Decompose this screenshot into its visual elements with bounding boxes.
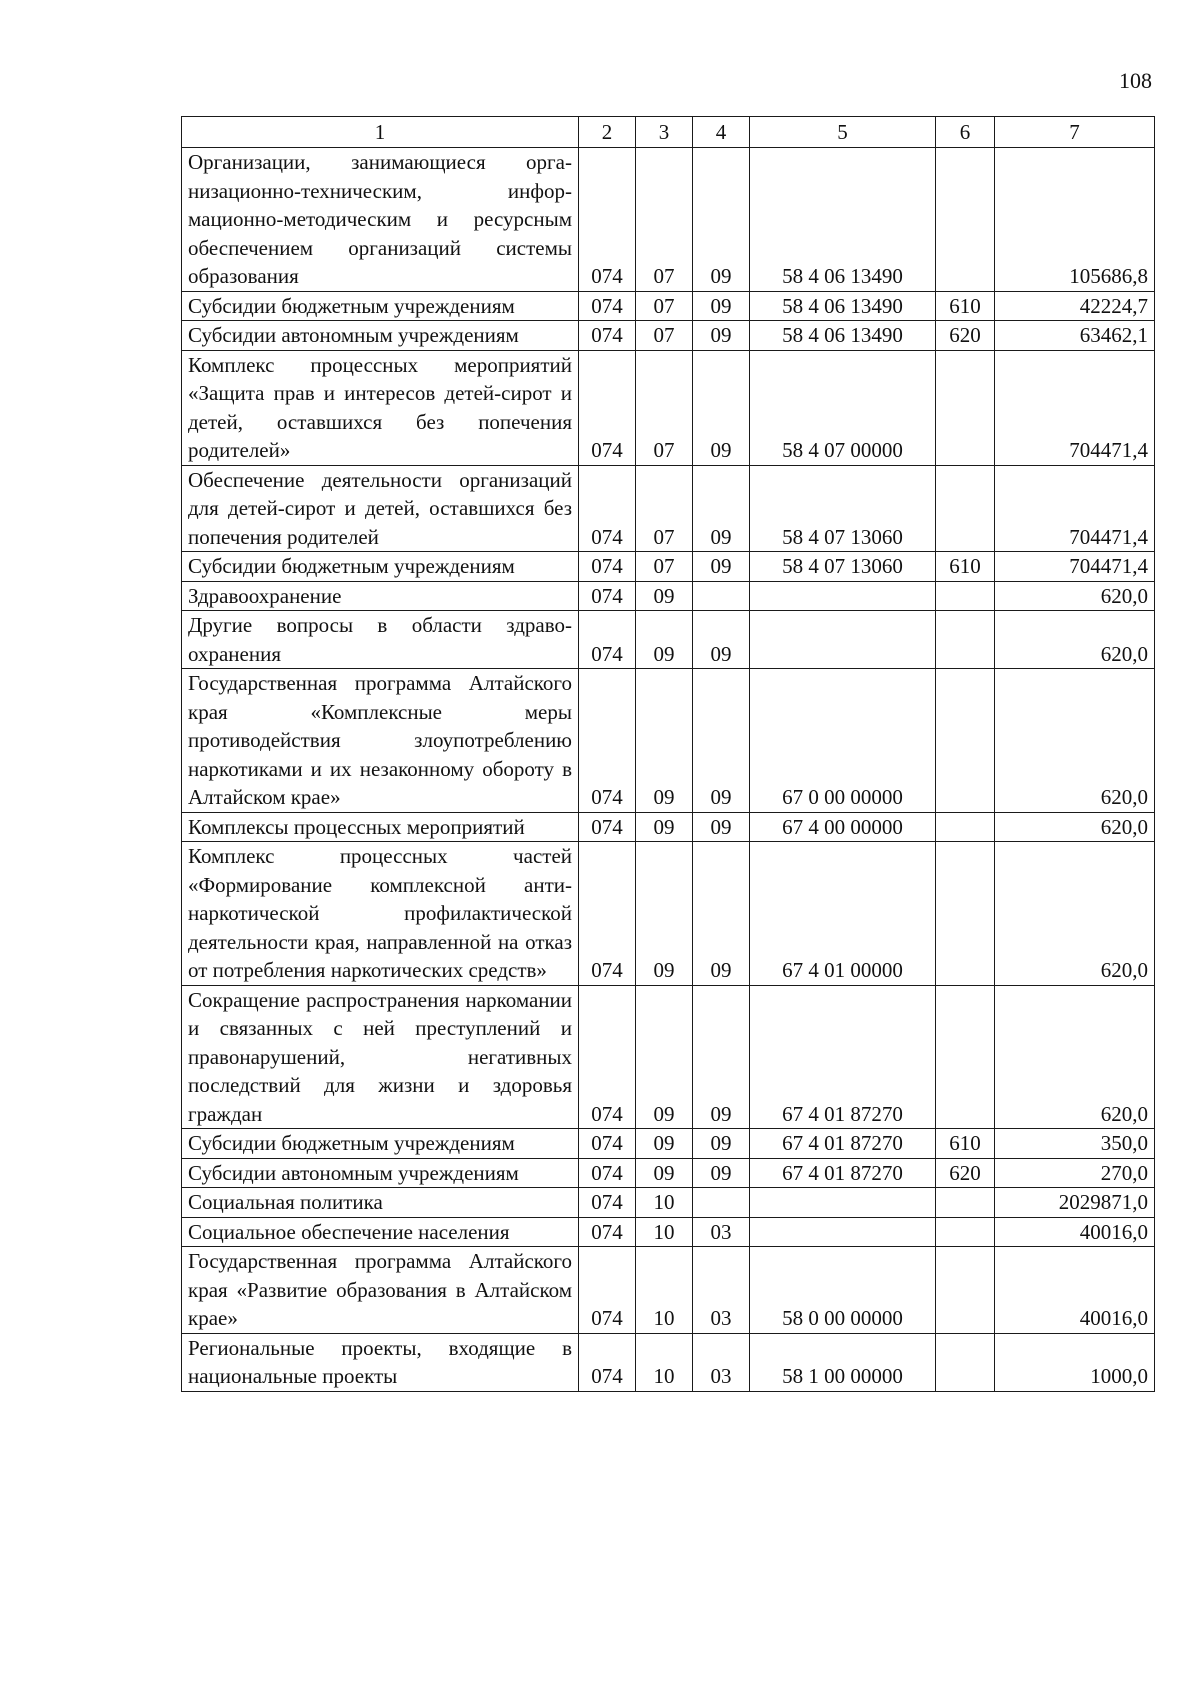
expense-type-cell [936, 1333, 995, 1391]
subsection-code-cell: 03 [693, 1217, 750, 1247]
subsection-code-cell: 09 [693, 611, 750, 669]
target-code-cell [750, 1217, 936, 1247]
item-name-cell: Комплексы процессных мероприятий [182, 812, 579, 842]
item-name-cell: Субсидии бюджетным учреждениям [182, 552, 579, 582]
section-code-cell: 07 [636, 552, 693, 582]
target-code-cell: 67 0 00 00000 [750, 669, 936, 813]
amount-cell: 620,0 [995, 611, 1155, 669]
item-name-cell: Здравоохранение [182, 581, 579, 611]
ministry-code-cell: 074 [579, 1158, 636, 1188]
item-name-cell: Субсидии автономным учреждениям [182, 321, 579, 351]
subsection-code-cell: 03 [693, 1333, 750, 1391]
section-code-cell: 09 [636, 842, 693, 986]
header-row [182, 117, 1155, 148]
column-header: 2 [579, 117, 636, 148]
table-row [182, 1217, 1155, 1247]
amount-cell: 620,0 [995, 669, 1155, 813]
expense-type-cell [936, 812, 995, 842]
subsection-code-cell: 09 [693, 350, 750, 465]
section-code-cell: 07 [636, 350, 693, 465]
section-code-cell: 07 [636, 465, 693, 552]
item-name-cell: Обеспечение деятельности организаций для детей-сирот и детей, оставшихся без попечения родителей [182, 465, 579, 552]
expense-type-cell [936, 465, 995, 552]
item-name-cell: Государственная программа Алтайского края «Комплексные меры противодействия злоупотреблению наркотиками и их незаконному обороту в Алтайском крае» [182, 669, 579, 813]
ministry-code-cell: 074 [579, 148, 636, 292]
table-row [182, 985, 1155, 1129]
amount-cell: 704471,4 [995, 552, 1155, 582]
expense-type-cell [936, 669, 995, 813]
section-code-cell: 09 [636, 669, 693, 813]
item-name-cell: Региональные проекты, входящие в национальные проекты [182, 1333, 579, 1391]
target-code-cell [750, 611, 936, 669]
subsection-code-cell: 09 [693, 985, 750, 1129]
expense-type-cell [936, 1217, 995, 1247]
table-row [182, 842, 1155, 986]
column-header: 1 [182, 117, 579, 148]
ministry-code-cell: 074 [579, 350, 636, 465]
amount-cell: 620,0 [995, 985, 1155, 1129]
table-row [182, 1188, 1155, 1218]
section-code-cell: 09 [636, 581, 693, 611]
subsection-code-cell: 09 [693, 1158, 750, 1188]
target-code-cell [750, 581, 936, 611]
subsection-code-cell: 09 [693, 669, 750, 813]
expense-type-cell: 610 [936, 291, 995, 321]
ministry-code-cell: 074 [579, 321, 636, 351]
amount-cell: 270,0 [995, 1158, 1155, 1188]
ministry-code-cell: 074 [579, 669, 636, 813]
amount-cell: 620,0 [995, 581, 1155, 611]
ministry-code-cell: 074 [579, 611, 636, 669]
ministry-code-cell: 074 [579, 1333, 636, 1391]
column-header: 6 [936, 117, 995, 148]
amount-cell: 620,0 [995, 812, 1155, 842]
section-code-cell: 09 [636, 812, 693, 842]
target-code-cell: 58 4 06 13490 [750, 321, 936, 351]
column-header: 7 [995, 117, 1155, 148]
section-code-cell: 07 [636, 291, 693, 321]
amount-cell: 40016,0 [995, 1217, 1155, 1247]
ministry-code-cell: 074 [579, 1129, 636, 1159]
ministry-code-cell: 074 [579, 1217, 636, 1247]
target-code-cell: 58 0 00 00000 [750, 1247, 936, 1334]
amount-cell: 704471,4 [995, 350, 1155, 465]
amount-cell: 1000,0 [995, 1333, 1155, 1391]
subsection-code-cell: 09 [693, 148, 750, 292]
table-row [182, 1247, 1155, 1334]
expense-type-cell [936, 842, 995, 986]
amount-cell: 620,0 [995, 842, 1155, 986]
table-row [182, 581, 1155, 611]
expense-type-cell: 620 [936, 1158, 995, 1188]
target-code-cell: 67 4 00 00000 [750, 812, 936, 842]
expense-type-cell [936, 148, 995, 292]
table-row [182, 291, 1155, 321]
table-row [182, 1129, 1155, 1159]
table-row [182, 148, 1155, 292]
target-code-cell: 58 4 06 13490 [750, 148, 936, 292]
section-code-cell: 09 [636, 1158, 693, 1188]
expense-type-cell [936, 1247, 995, 1334]
table-row [182, 669, 1155, 813]
item-name-cell: Сокращение распространения наркомании и связанных с ней преступлений и правонарушений, негативных последствий для жизни и здоровья граждан [182, 985, 579, 1129]
table-row [182, 552, 1155, 582]
subsection-code-cell: 09 [693, 552, 750, 582]
subsection-code-cell [693, 581, 750, 611]
section-code-cell: 10 [636, 1217, 693, 1247]
item-name-cell: Другие вопросы в области здравоохранения [182, 611, 579, 669]
ministry-code-cell: 074 [579, 985, 636, 1129]
section-code-cell: 09 [636, 611, 693, 669]
amount-cell: 350,0 [995, 1129, 1155, 1159]
expense-type-cell: 620 [936, 321, 995, 351]
section-code-cell: 10 [636, 1247, 693, 1334]
item-name-cell: Субсидии бюджетным учреждениям [182, 291, 579, 321]
table-row [182, 350, 1155, 465]
expense-type-cell: 610 [936, 1129, 995, 1159]
section-code-cell: 09 [636, 985, 693, 1129]
section-code-cell: 07 [636, 148, 693, 292]
subsection-code-cell: 09 [693, 842, 750, 986]
subsection-code-cell: 09 [693, 465, 750, 552]
expense-type-cell [936, 1188, 995, 1218]
item-name-cell: Субсидии автономным учреждениям [182, 1158, 579, 1188]
section-code-cell: 09 [636, 1129, 693, 1159]
subsection-code-cell: 09 [693, 321, 750, 351]
ministry-code-cell: 074 [579, 465, 636, 552]
ministry-code-cell: 074 [579, 581, 636, 611]
target-code-cell: 67 4 01 87270 [750, 1158, 936, 1188]
amount-cell: 40016,0 [995, 1247, 1155, 1334]
ministry-code-cell: 074 [579, 291, 636, 321]
amount-cell: 2029871,0 [995, 1188, 1155, 1218]
subsection-code-cell [693, 1188, 750, 1218]
section-code-cell: 10 [636, 1333, 693, 1391]
subsection-code-cell: 03 [693, 1247, 750, 1334]
expense-type-cell [936, 581, 995, 611]
table-row [182, 1158, 1155, 1188]
budget-table [181, 116, 1155, 1392]
table-row [182, 321, 1155, 351]
target-code-cell: 67 4 01 87270 [750, 1129, 936, 1159]
page-number: 108 [1119, 68, 1152, 93]
expense-type-cell: 610 [936, 552, 995, 582]
amount-cell: 704471,4 [995, 465, 1155, 552]
item-name-cell: Организации, занимающиеся организационно-техническим, информационно-методическим и ресурсным обеспечением организаций системы образования [182, 148, 579, 292]
ministry-code-cell: 074 [579, 1188, 636, 1218]
table-row [182, 465, 1155, 552]
amount-cell: 105686,8 [995, 148, 1155, 292]
target-code-cell: 67 4 01 87270 [750, 985, 936, 1129]
column-header: 3 [636, 117, 693, 148]
ministry-code-cell: 074 [579, 842, 636, 986]
item-name-cell: Комплекс процессных мероприятий «Защита прав и интересов детей-сирот и детей, оставшихся без попечения родителей» [182, 350, 579, 465]
item-name-cell: Социальная политика [182, 1188, 579, 1218]
target-code-cell: 58 4 07 13060 [750, 465, 936, 552]
table-row [182, 611, 1155, 669]
target-code-cell: 67 4 01 00000 [750, 842, 936, 986]
item-name-cell: Государственная программа Алтайского края «Развитие образования в Алтайском крае» [182, 1247, 579, 1334]
target-code-cell: 58 4 07 00000 [750, 350, 936, 465]
ministry-code-cell: 074 [579, 552, 636, 582]
table-row [182, 812, 1155, 842]
subsection-code-cell: 09 [693, 812, 750, 842]
ministry-code-cell: 074 [579, 1247, 636, 1334]
target-code-cell: 58 4 07 13060 [750, 552, 936, 582]
amount-cell: 42224,7 [995, 291, 1155, 321]
target-code-cell [750, 1188, 936, 1218]
item-name-cell: Субсидии бюджетным учреждениям [182, 1129, 579, 1159]
item-name-cell: Комплекс процессных частей «Формирование комплексной антинаркотической профилактической деятельности края, направленной на отказ от потребления наркотических средств» [182, 842, 579, 986]
target-code-cell: 58 4 06 13490 [750, 291, 936, 321]
column-header: 5 [750, 117, 936, 148]
subsection-code-cell: 09 [693, 291, 750, 321]
amount-cell: 63462,1 [995, 321, 1155, 351]
subsection-code-cell: 09 [693, 1129, 750, 1159]
table-body [182, 148, 1155, 1392]
expense-type-cell [936, 611, 995, 669]
item-name-cell: Социальное обеспечение населения [182, 1217, 579, 1247]
column-header: 4 [693, 117, 750, 148]
section-code-cell: 10 [636, 1188, 693, 1218]
target-code-cell: 58 1 00 00000 [750, 1333, 936, 1391]
expense-type-cell [936, 985, 995, 1129]
section-code-cell: 07 [636, 321, 693, 351]
expense-type-cell [936, 350, 995, 465]
table-row [182, 1333, 1155, 1391]
ministry-code-cell: 074 [579, 812, 636, 842]
